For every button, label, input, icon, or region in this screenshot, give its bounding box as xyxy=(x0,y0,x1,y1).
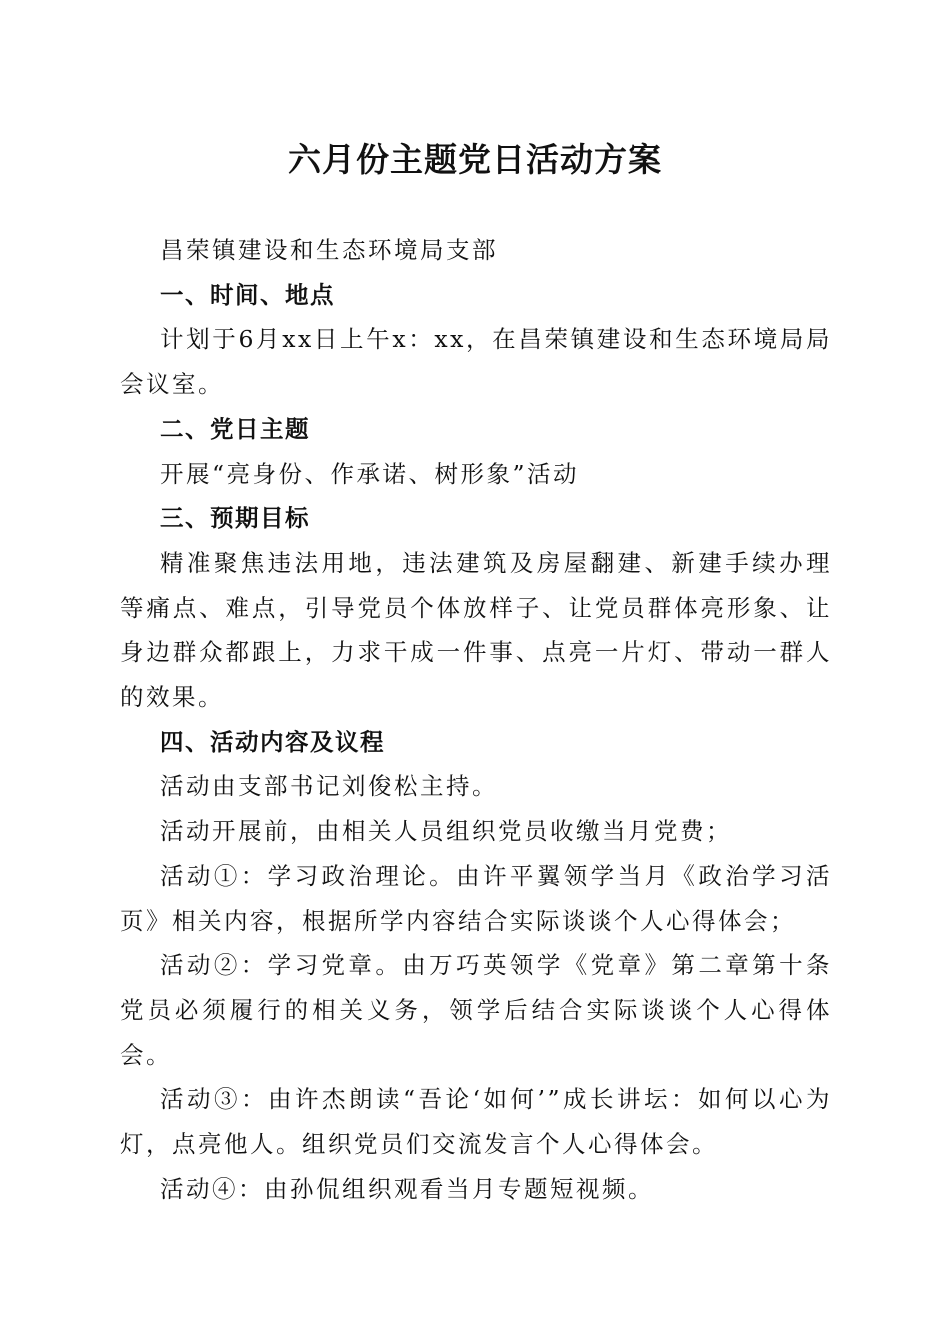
paragraph-goals: 精准聚焦违法用地，违法建筑及房屋翻建、新建手续办理等痛点、难点，引导党员个体放样子、让党员群体亮形象、让身边群众都跟上，力求干成一件事、点亮一片灯、带动一群人的效果。 xyxy=(120,548,832,712)
paragraph-time-place: 计划于6月xx日上午x：xx，在昌荣镇建设和生态环境局局会议室。 xyxy=(120,325,832,399)
paragraph-activity-1: 活动①：学习政治理论。由许平翼领学当月《政治学习活页》相关内容，根据所学内容结合实际谈谈个人心得体会； xyxy=(120,861,832,935)
section-heading-agenda: 四、活动内容及议程 xyxy=(160,727,385,756)
section-heading-time-place: 一、时间、地点 xyxy=(160,280,335,309)
paragraph-activity-2: 活动②：学习党章。由万巧英领学《党章》第二章第十条党员必须履行的相关义务，领学后结合实际谈谈个人心得体会。 xyxy=(120,951,832,1069)
document-title: 六月份主题党日活动方案 xyxy=(288,140,662,179)
paragraph-activity-3: 活动③：由许杰朗读“吾论‘如何’”成长讲坛：如何以心为灯，点亮他人。组织党员们交流发言个人心得体会。 xyxy=(120,1085,832,1159)
branch-name: 昌荣镇建设和生态环境局支部 xyxy=(160,236,498,264)
paragraph-theme: 开展“亮身份、作承诺、树形象”活动 xyxy=(160,459,580,488)
paragraph-host: 活动由支部书记刘俊松主持。 xyxy=(160,772,498,801)
section-heading-goals: 三、预期目标 xyxy=(160,504,310,533)
document-body xyxy=(120,228,832,1211)
paragraph-dues: 活动开展前，由相关人员组织党员收缴当月党费； xyxy=(160,817,732,846)
paragraph-activity-4: 活动④：由孙侃组织观看当月专题短视频。 xyxy=(160,1174,654,1203)
section-heading-theme: 二、党日主题 xyxy=(160,414,310,443)
